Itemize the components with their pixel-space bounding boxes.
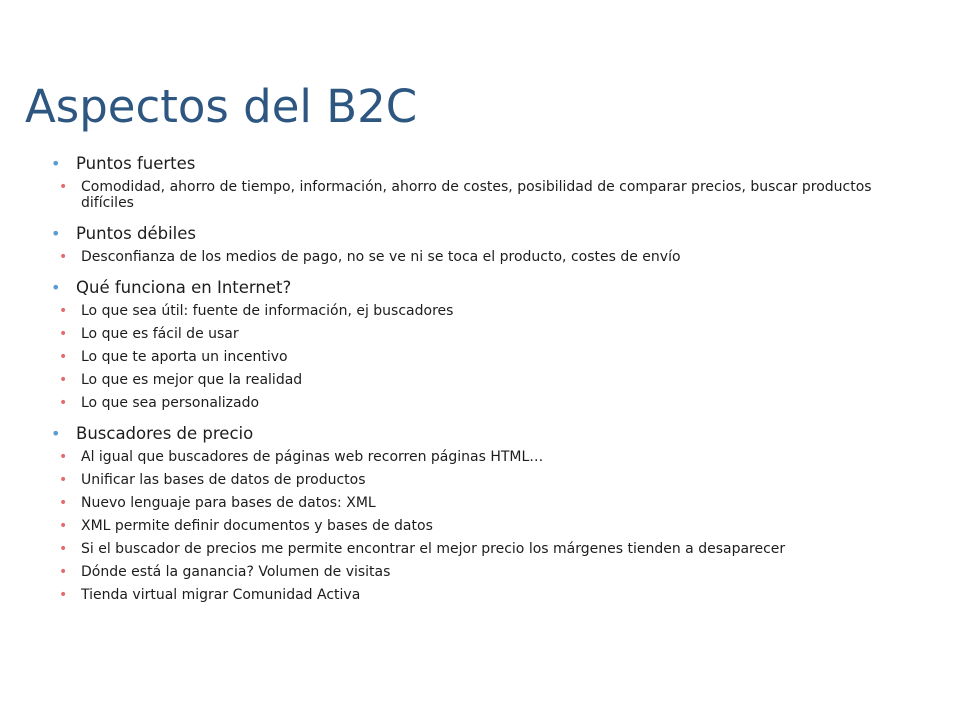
sub-bullet-icon: • <box>59 495 68 511</box>
sub-bullet-icon: • <box>59 326 68 342</box>
sub-bullet-list <box>59 176 931 217</box>
bullet-section <box>51 422 931 607</box>
bullet-icon: • <box>51 424 61 443</box>
sub-bullet-text: Lo que es mejor que la realidad <box>81 372 303 388</box>
sub-bullet-list <box>59 300 931 417</box>
sub-bullet-list <box>59 446 931 607</box>
sub-bullet-text: Lo que te aporta un incentivo <box>81 349 288 365</box>
sub-bullet-icon: • <box>59 564 68 580</box>
slide-title: Aspectos del B2C <box>25 80 418 133</box>
sub-bullet-text: Si el buscador de precios me permite encontrar el mejor precio los márgenes tienden a desaparecer <box>81 541 786 557</box>
bullet-icon: • <box>51 224 61 243</box>
section-heading: Puntos débiles <box>76 224 196 243</box>
bullet-icon: • <box>51 154 61 173</box>
sub-bullet-text: Desconfianza de los medios de pago, no se ve ni se toca el producto, costes de envío <box>81 249 681 265</box>
section-heading: Puntos fuertes <box>76 154 196 173</box>
sub-bullet-text: Al igual que buscadores de páginas web recorren páginas HTML… <box>81 449 544 465</box>
sub-bullet-item <box>51 561 931 584</box>
sub-bullet-text: XML permite definir documentos y bases de datos <box>81 518 433 534</box>
sub-bullet-icon: • <box>59 518 68 534</box>
sub-bullet-item <box>51 584 931 607</box>
sub-bullet-icon: • <box>59 587 68 603</box>
sub-bullet-icon: • <box>59 179 68 195</box>
sub-bullet-icon: • <box>59 372 68 388</box>
bullet-list <box>51 152 931 607</box>
sub-bullet-item <box>51 176 931 217</box>
slide-content <box>51 152 931 612</box>
sub-bullet-text: Tienda virtual migrar Comunidad Activa <box>81 587 361 603</box>
sub-bullet-item <box>51 392 931 417</box>
sub-bullet-text: Dónde está la ganancia? Volumen de visitas <box>81 564 391 580</box>
sub-bullet-item <box>51 469 931 492</box>
sub-bullet-icon: • <box>59 472 68 488</box>
sub-bullet-text: Nuevo lenguaje para bases de datos: XML <box>81 495 376 511</box>
sub-bullet-icon: • <box>59 541 68 557</box>
sub-bullet-icon: • <box>59 249 68 265</box>
sub-bullet-text: Lo que sea personalizado <box>81 395 260 411</box>
bullet-section <box>51 222 931 271</box>
sub-bullet-icon: • <box>59 303 68 319</box>
sub-bullet-item <box>51 369 931 392</box>
bullet-section <box>51 152 931 217</box>
sub-bullet-item <box>51 246 931 271</box>
sub-bullet-icon: • <box>59 349 68 365</box>
sub-bullet-item <box>51 446 931 469</box>
sub-bullet-text: Lo que sea útil: fuente de información, ej buscadores <box>81 303 454 319</box>
sub-bullet-item <box>51 323 931 346</box>
bullet-icon: • <box>51 278 61 297</box>
sub-bullet-item <box>51 492 931 515</box>
bullet-section <box>51 276 931 417</box>
sub-bullet-text: Comodidad, ahorro de tiempo, información, ahorro de costes, posibilidad de comparar precios, buscar productos difíciles <box>81 179 872 211</box>
sub-bullet-icon: • <box>59 395 68 411</box>
sub-bullet-item <box>51 538 931 561</box>
sub-bullet-item <box>51 300 931 323</box>
section-heading: Buscadores de precio <box>76 424 254 443</box>
sub-bullet-list <box>59 246 931 271</box>
section-heading: Qué funciona en Internet? <box>76 278 292 297</box>
sub-bullet-text: Unificar las bases de datos de productos <box>81 472 366 488</box>
sub-bullet-icon: • <box>59 449 68 465</box>
sub-bullet-item <box>51 515 931 538</box>
sub-bullet-item <box>51 346 931 369</box>
sub-bullet-text: Lo que es fácil de usar <box>81 326 239 342</box>
